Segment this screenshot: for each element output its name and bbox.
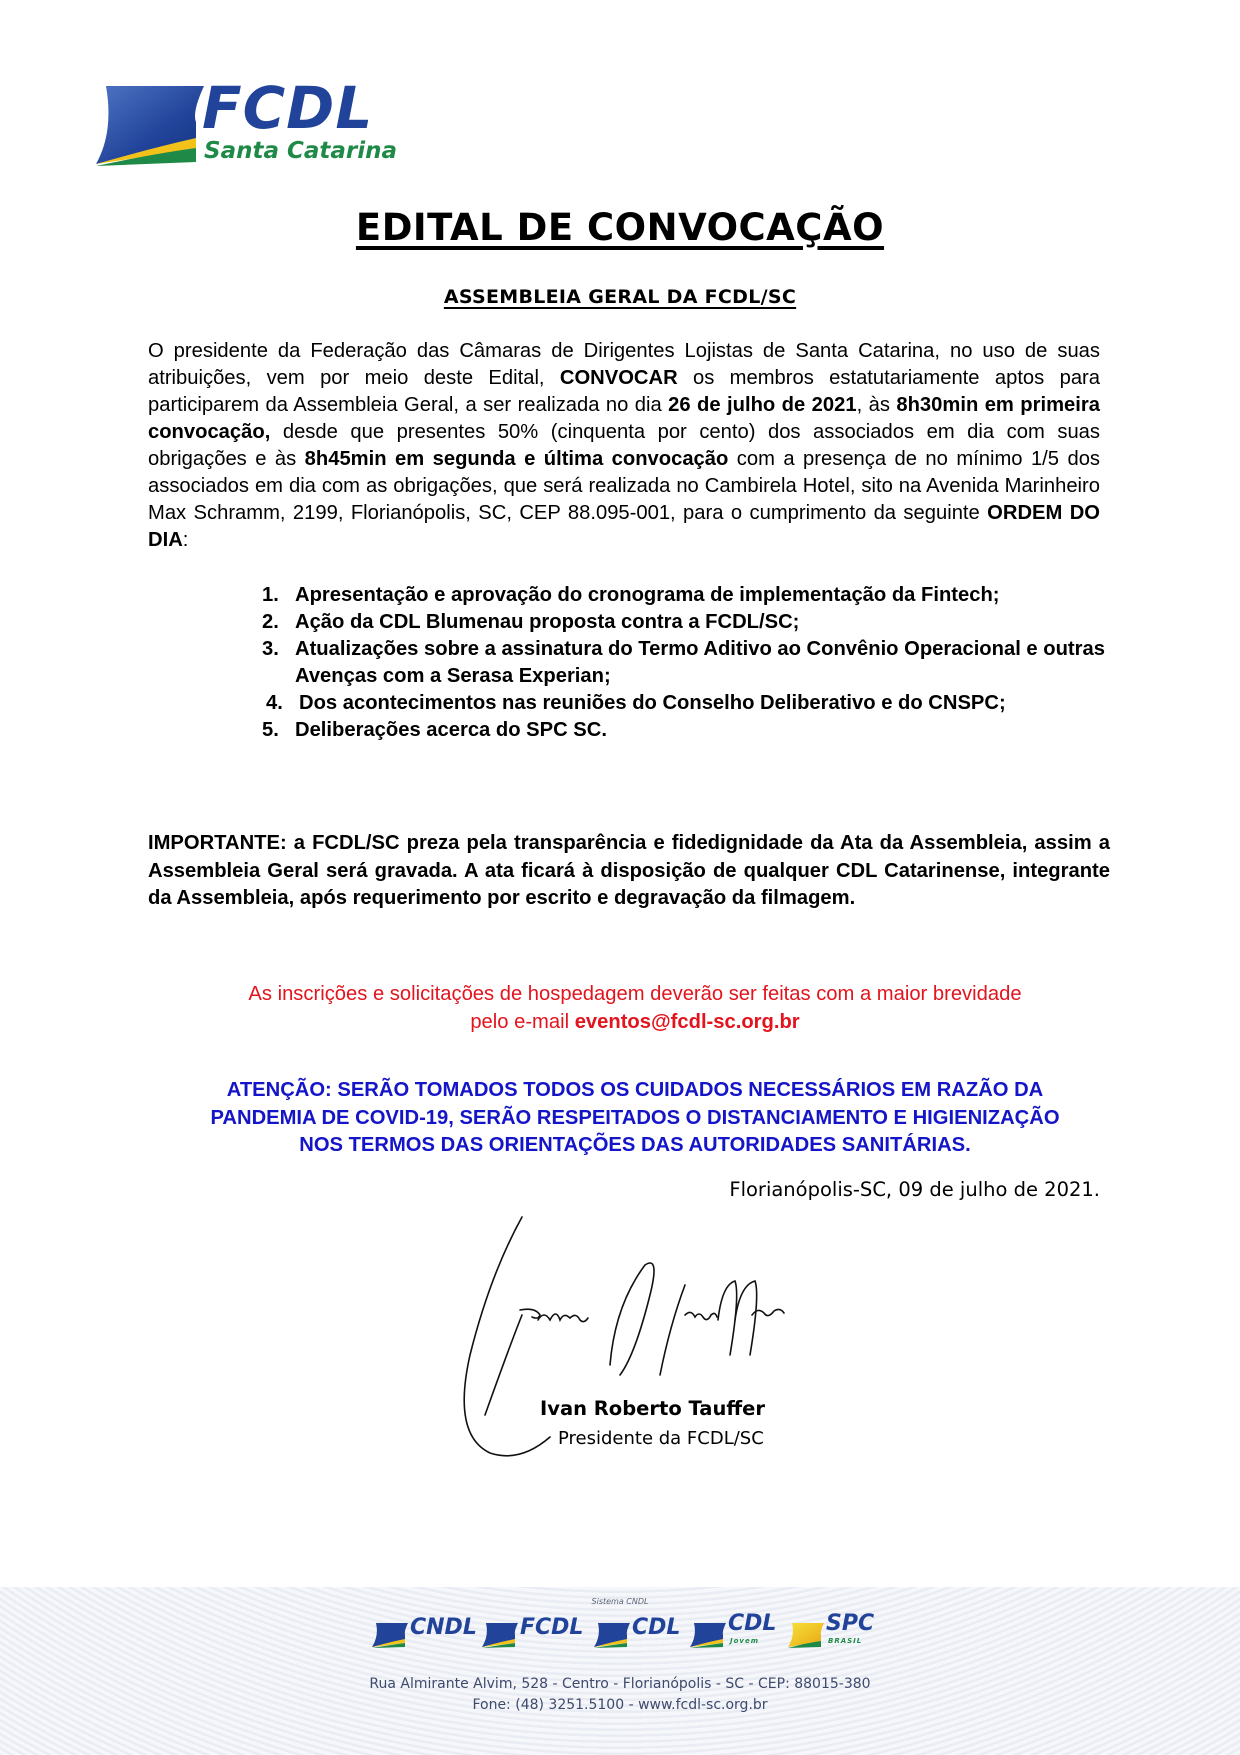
fcdl-logo [92, 74, 398, 172]
brand-name: SPC [826, 1611, 875, 1636]
agenda-item-text: Atualizações sobre a assinatura do Termo Aditivo ao Convênio Operacional e outras Avenças com a Serasa Experian; [295, 638, 1105, 687]
footer-phone-website-line[interactable]: Fone: (48) 3251.5100 - www.fcdl-sc.org.br [472, 1697, 768, 1713]
agenda-item [262, 636, 1122, 690]
footer-system-label: Sistema CNDL [591, 1597, 649, 1606]
fcdl-flag-icon [482, 1621, 518, 1649]
registration-note-line: As inscrições e solicitações de hospedagem deverão ser feitas com a maior brevidade [248, 983, 1022, 1005]
agenda-item-text: Deliberações acerca do SPC SC. [295, 719, 607, 741]
covid-attention-notice [0, 1077, 1240, 1160]
paragraph-text: : [182, 529, 189, 551]
agenda-item-text: Dos acontecimentos nas reuniões do Conselho Deliberativo e do CNSPC; [299, 692, 1006, 714]
paragraph-text: com a presença de no mínimo 1/5 dos associados em dia com as obrigações, que será realizada no Cambirela Hotel, sito na Avenida Marinheiro Max Schramm, 2199, Florianópolis, SC, CEP 88.095-001, para o cumprimento da seguinte [148, 448, 1101, 524]
brand-name: CNDL [410, 1615, 477, 1640]
paragraph-emphasis: ORDEM DO DIA [148, 502, 1100, 551]
logo-wordmark: FCDL [202, 74, 374, 142]
brand-subtitle: BRASIL [828, 1637, 863, 1645]
agenda-item-number: 4. [266, 692, 283, 714]
page-footer [0, 1587, 1240, 1755]
agenda-list [262, 582, 1122, 744]
cdl-flag-icon [594, 1621, 630, 1649]
signer-role: Presidente da FCDL/SC [558, 1428, 764, 1449]
agenda-item-number: 2. [262, 611, 279, 633]
agenda-item-number: 3. [262, 638, 279, 660]
agenda-item [262, 582, 1122, 609]
attention-line: ATENÇÃO: SERÃO TOMADOS TODOS OS CUIDADOS NECESSÁRIOS EM RAZÃO DA [226, 1079, 1044, 1101]
document-title: EDITAL DE CONVOCAÇÃO [355, 206, 885, 249]
registration-note [0, 980, 1240, 1036]
registration-note-line [0, 1008, 1240, 1036]
logo-subtitle: Santa Catarina [204, 138, 398, 164]
handwritten-signature-icon [460, 1215, 880, 1460]
footer-address-line: Rua Almirante Alvim, 528 - Centro - Florianópolis - SC - CEP: 88015-380 [369, 1676, 871, 1692]
brand-name: FCDL [520, 1615, 584, 1640]
registration-email-link[interactable]: eventos@fcdl-sc.org.br [574, 1011, 800, 1033]
signer-name: Ivan Roberto Tauffer [540, 1397, 765, 1420]
registration-note-prefix: pelo e-mail [470, 1011, 575, 1033]
paragraph-emphasis: 26 de julho de 2021 [668, 394, 857, 416]
footer-contact [0, 1674, 1240, 1716]
spc-flag-icon [788, 1621, 824, 1649]
brand-name: CDL [728, 1611, 777, 1636]
paragraph-text: O presidente da Federação das Câmaras de Dirigentes Lojistas de Santa Catarina, no uso de suas atribuições, vem por meio deste Edital, [148, 340, 1100, 389]
paragraph-text: desde que presentes 50% (cinquenta por cento) dos associados em dia com suas obrigações e às [148, 421, 1100, 470]
important-notice: IMPORTANTE: a FCDL/SC preza pela transparência e fidedignidade da Ata da Assembleia, assim a Assembleia Geral será gravada. A ata ficará à disposição de qualquer CDL Catarinense, integrante da Assembleia, após requerimento por escrito e degravação da filmagem. [148, 832, 1110, 909]
agenda-item-number: 1. [262, 584, 279, 606]
paragraph-emphasis: 8h30min em primeira convocação, [148, 394, 1100, 443]
agenda-item-text: Apresentação e aprovação do cronograma de implementação da Fintech; [295, 584, 1000, 606]
attention-line: PANDEMIA DE COVID-19, SERÃO RESPEITADOS O DISTANCIAMENTO E HIGIENIZAÇÃO [210, 1106, 1060, 1129]
agenda-item-number: 5. [262, 719, 279, 741]
paragraph-text: os membros estatutariamente aptos para participarem da Assembleia Geral, a ser realizada no dia [148, 367, 1101, 416]
document-subtitle: ASSEMBLEIA GERAL DA FCDL/SC [443, 286, 797, 308]
fcdl-flag-logo-icon [92, 82, 204, 168]
convocation-paragraph [148, 338, 1100, 554]
paragraph-emphasis: 8h45min em segunda e última convocação [304, 448, 729, 470]
brand-subtitle: Jovem [730, 1637, 760, 1645]
paragraph-text: , às [856, 394, 897, 416]
brand-logos [372, 1611, 892, 1657]
agenda-item [266, 690, 1099, 717]
attention-line: NOS TERMOS DAS ORIENTAÇÕES DAS AUTORIDADES SANITÁRIAS. [299, 1134, 971, 1156]
agenda-item-text: Ação da CDL Blumenau proposta contra a FCDL/SC; [295, 611, 800, 633]
cndl-flag-icon [372, 1621, 408, 1649]
date-location: Florianópolis-SC, 09 de julho de 2021. [729, 1178, 1100, 1201]
paragraph-emphasis: CONVOCAR [559, 367, 678, 389]
agenda-item [262, 717, 1122, 744]
brand-name: CDL [632, 1615, 681, 1640]
agenda-item [262, 609, 1122, 636]
cdl-jovem-flag-icon [690, 1621, 726, 1649]
